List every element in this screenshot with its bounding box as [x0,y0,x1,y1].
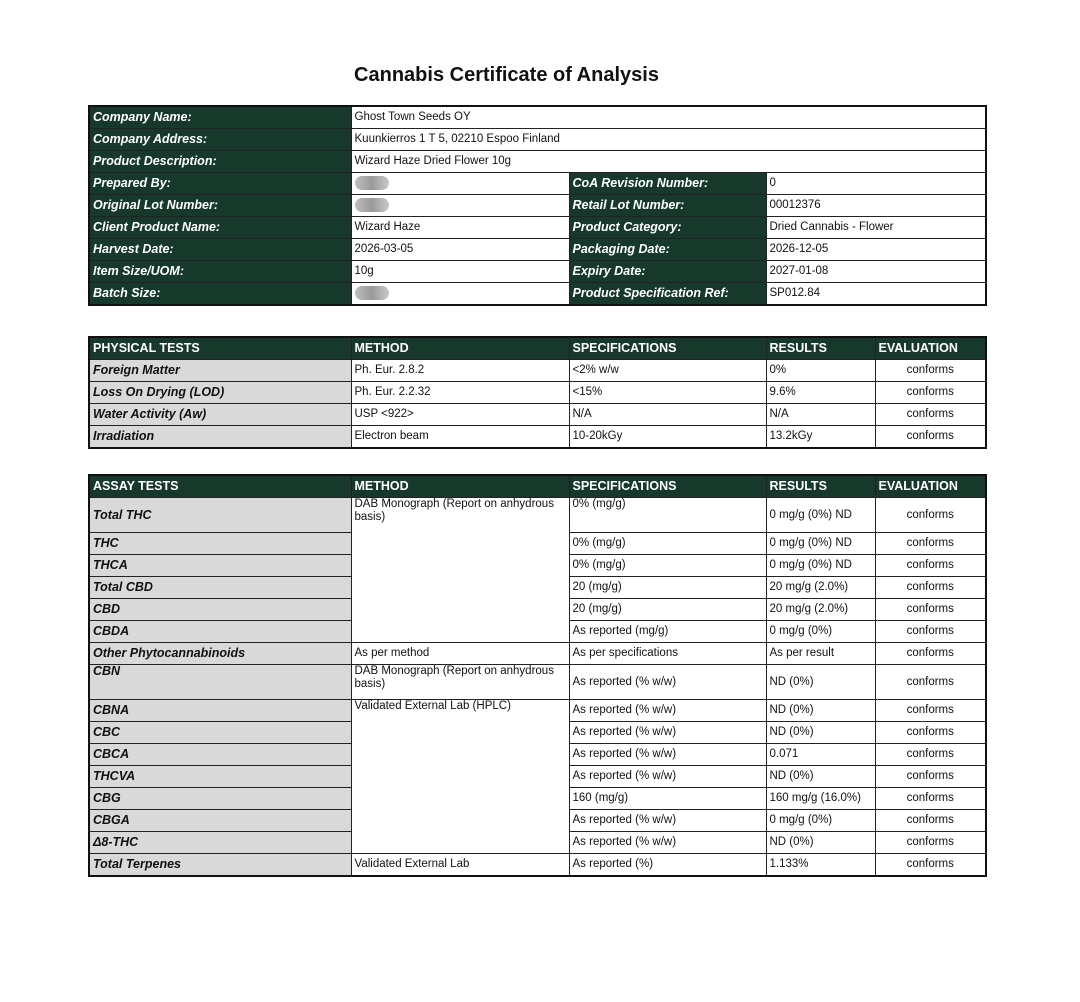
test-result: 0 mg/g (0%) [766,810,875,832]
test-spec: 20 (mg/g) [569,599,766,621]
column-header: ASSAY TESTS [89,475,351,498]
page-title: Cannabis Certificate of Analysis [354,64,659,86]
test-result: ND (0%) [766,665,875,700]
test-spec: As reported (% w/w) [569,832,766,854]
test-method: Ph. Eur. 2.8.2 [351,360,569,382]
test-spec: <15% [569,382,766,404]
test-result: N/A [766,404,875,426]
test-result: As per result [766,643,875,665]
test-name: THCA [89,555,351,577]
test-name: Total THC [89,498,351,533]
company-address-label: Company Address: [89,129,351,151]
test-evaluation: conforms [875,404,986,426]
test-spec: As per specifications [569,643,766,665]
test-result: 20 mg/g (2.0%) [766,577,875,599]
test-spec: As reported (% w/w) [569,700,766,722]
table-row [89,217,986,239]
test-evaluation: conforms [875,533,986,555]
redaction-blur [355,286,389,300]
test-spec: 20 (mg/g) [569,577,766,599]
test-evaluation: conforms [875,832,986,854]
table-header-row [89,337,986,360]
product-description-value: Wizard Haze Dried Flower 10g [351,151,986,173]
test-spec: 0% (mg/g) [569,555,766,577]
spec-ref-label: Product Specification Ref: [569,283,766,306]
table-row [89,129,986,151]
test-result: 0 mg/g (0%) [766,621,875,643]
test-method: USP <922> [351,404,569,426]
retail-lot-value: 00012376 [766,195,986,217]
column-header: SPECIFICATIONS [569,337,766,360]
table-row [89,854,986,877]
prepared-by-label: Prepared By: [89,173,351,195]
test-evaluation: conforms [875,599,986,621]
table-row [89,643,986,665]
test-spec: As reported (mg/g) [569,621,766,643]
test-spec: As reported (% w/w) [569,810,766,832]
table-row [89,106,986,129]
table-row [89,239,986,261]
test-name: Loss On Drying (LOD) [89,382,351,404]
test-spec: As reported (%) [569,854,766,877]
prepared-by-value [351,173,569,195]
test-method: Electron beam [351,426,569,449]
test-result: 0 mg/g (0%) ND [766,533,875,555]
table-row [89,404,986,426]
column-header: EVALUATION [875,337,986,360]
test-name: Water Activity (Aw) [89,404,351,426]
test-spec: 0% (mg/g) [569,498,766,533]
column-header: METHOD [351,475,569,498]
test-method: Validated External Lab [351,854,569,877]
test-name: CBDA [89,621,351,643]
test-spec: As reported (% w/w) [569,766,766,788]
test-result: 9.6% [766,382,875,404]
coa-revision-value: 0 [766,173,986,195]
test-evaluation: conforms [875,643,986,665]
test-evaluation: conforms [875,766,986,788]
test-name: Δ8-THC [89,832,351,854]
assay-tests-table [88,474,987,877]
company-address-value: Kuunkierros 1 T 5, 02210 Espoo Finland [351,129,986,151]
test-name: Total Terpenes [89,854,351,877]
test-evaluation: conforms [875,788,986,810]
test-result: ND (0%) [766,766,875,788]
product-description-label: Product Description: [89,151,351,173]
test-evaluation: conforms [875,577,986,599]
test-spec: As reported (% w/w) [569,665,766,700]
test-method: Validated External Lab (HPLC) [351,700,569,854]
test-name: CBD [89,599,351,621]
batch-size-value [351,283,569,306]
test-name: CBG [89,788,351,810]
table-row [89,151,986,173]
product-info-table [88,105,987,306]
test-name: Other Phytocannabinoids [89,643,351,665]
column-header: RESULTS [766,475,875,498]
test-name: CBNA [89,700,351,722]
test-name: CBC [89,722,351,744]
client-product-label: Client Product Name: [89,217,351,239]
original-lot-value [351,195,569,217]
test-result: 13.2kGy [766,426,875,449]
test-evaluation: conforms [875,621,986,643]
redaction-blur [355,198,389,212]
spec-ref-value: SP012.84 [766,283,986,306]
test-name: THC [89,533,351,555]
test-result: 0% [766,360,875,382]
table-row [89,360,986,382]
item-size-value: 10g [351,261,569,283]
batch-size-label: Batch Size: [89,283,351,306]
test-evaluation: conforms [875,360,986,382]
test-result: ND (0%) [766,832,875,854]
test-method: As per method [351,643,569,665]
table-row [89,195,986,217]
test-spec: 10-20kGy [569,426,766,449]
test-spec: 0% (mg/g) [569,533,766,555]
test-spec: <2% w/w [569,360,766,382]
test-method: Ph. Eur. 2.2.32 [351,382,569,404]
test-method: DAB Monograph (Report on anhydrous basis) [351,498,569,643]
test-evaluation: conforms [875,744,986,766]
original-lot-label: Original Lot Number: [89,195,351,217]
test-result: 1.133% [766,854,875,877]
test-result: 0 mg/g (0%) ND [766,498,875,533]
test-name: CBCA [89,744,351,766]
test-result: 0.071 [766,744,875,766]
expiry-date-value: 2027-01-08 [766,261,986,283]
test-name: CBN [89,665,351,700]
test-result: 0 mg/g (0%) ND [766,555,875,577]
test-evaluation: conforms [875,722,986,744]
test-evaluation: conforms [875,854,986,877]
product-category-label: Product Category: [569,217,766,239]
coa-revision-label: CoA Revision Number: [569,173,766,195]
table-row [89,700,986,722]
column-header: SPECIFICATIONS [569,475,766,498]
column-header: EVALUATION [875,475,986,498]
client-product-value: Wizard Haze [351,217,569,239]
table-header-row [89,475,986,498]
company-name-label: Company Name: [89,106,351,129]
table-row [89,498,986,533]
test-evaluation: conforms [875,810,986,832]
test-result: 160 mg/g (16.0%) [766,788,875,810]
test-evaluation: conforms [875,700,986,722]
column-header: PHYSICAL TESTS [89,337,351,360]
retail-lot-label: Retail Lot Number: [569,195,766,217]
test-name: THCVA [89,766,351,788]
table-row [89,261,986,283]
item-size-label: Item Size/UOM: [89,261,351,283]
column-header: METHOD [351,337,569,360]
column-header: RESULTS [766,337,875,360]
table-row [89,382,986,404]
test-evaluation: conforms [875,498,986,533]
packaging-date-value: 2026-12-05 [766,239,986,261]
redaction-blur [355,176,389,190]
table-row [89,283,986,306]
test-evaluation: conforms [875,665,986,700]
test-result: 20 mg/g (2.0%) [766,599,875,621]
company-name-value: Ghost Town Seeds OY [351,106,986,129]
test-spec: As reported (% w/w) [569,744,766,766]
test-evaluation: conforms [875,426,986,449]
table-row [89,173,986,195]
table-row [89,426,986,449]
test-result: ND (0%) [766,700,875,722]
test-name: Irradiation [89,426,351,449]
physical-tests-table [88,336,987,449]
table-row [89,665,986,700]
harvest-date-value: 2026-03-05 [351,239,569,261]
test-method: DAB Monograph (Report on anhydrous basis) [351,665,569,700]
test-result: ND (0%) [766,722,875,744]
test-evaluation: conforms [875,382,986,404]
packaging-date-label: Packaging Date: [569,239,766,261]
test-name: Total CBD [89,577,351,599]
test-spec: As reported (% w/w) [569,722,766,744]
test-name: Foreign Matter [89,360,351,382]
test-evaluation: conforms [875,555,986,577]
expiry-date-label: Expiry Date: [569,261,766,283]
harvest-date-label: Harvest Date: [89,239,351,261]
test-name: CBGA [89,810,351,832]
product-category-value: Dried Cannabis - Flower [766,217,986,239]
test-spec: 160 (mg/g) [569,788,766,810]
test-spec: N/A [569,404,766,426]
